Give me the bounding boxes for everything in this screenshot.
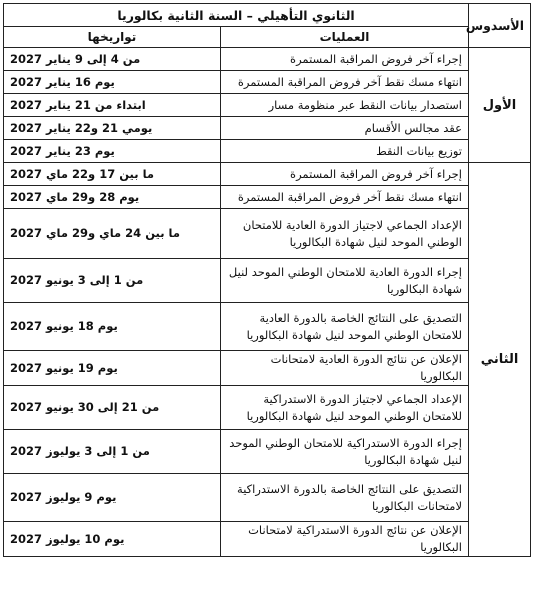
operations-header: العمليات <box>221 27 469 48</box>
date-cell: من 1 إلى 3 يونيو 2027 <box>10 273 144 287</box>
operation-cell: إجراء آخر فروض المراقبة المستمرة <box>221 163 469 186</box>
date-cell: يوم 23 يناير 2027 <box>10 143 115 158</box>
operation-cell: توزيع بيانات النقط <box>221 140 469 163</box>
operation-cell: انتهاء مسك نقط آخر فروض المراقبة المستمرة <box>221 71 469 94</box>
date-cell: ما بين 17 و22 ماي 2027 <box>10 166 155 181</box>
table-row <box>4 430 531 474</box>
dates-header: تواريخها <box>4 27 221 48</box>
semester-2-label: الثاني <box>469 163 531 557</box>
operation-cell: استصدار بيانات النقط عبر منظومة مسار <box>221 94 469 117</box>
operation-cell: الإعداد الجماعي لاجتياز الدورة الاستدراكية للامتحان الوطني الموحد لنيل شهادة البكالوريا <box>221 386 469 430</box>
date-cell: يوم 16 يناير 2027 <box>10 74 115 89</box>
table-row <box>4 48 531 71</box>
date-cell: من 21 إلى 30 يونيو 2027 <box>10 400 160 414</box>
table-row <box>4 386 531 430</box>
date-cell: ما بين 24 ماي و29 ماي 2027 <box>10 226 180 240</box>
operation-cell: انتهاء مسك نقط آخر فروض المراقبة المستمرة <box>221 186 469 209</box>
table-row <box>4 522 531 557</box>
semester-header: الأسدوس <box>469 4 531 48</box>
table-row <box>4 186 531 209</box>
operation-cell: إجراء الدورة الاستدراكية للامتحان الوطني الموحد لنيل شهادة البكالوريا <box>221 430 469 474</box>
operation-cell: الإعلان عن نتائج الدورة الاستدراكية لامتحانات البكالوريا <box>221 522 469 557</box>
date-cell: يوم 10 يوليوز 2027 <box>10 531 125 546</box>
semester-1-label: الأول <box>469 48 531 163</box>
table-title: الثانوي التأهيلي – السنة الثانية بكالوريا <box>4 4 469 27</box>
operation-cell: التصديق على النتائج الخاصة بالدورة الاستدراكية لامتحانات البكالوريا <box>221 474 469 522</box>
exam-calendar-table <box>3 3 531 557</box>
date-cell: ابتداء من 21 يناير 2027 <box>10 97 146 112</box>
date-cell: يوم 18 يونيو 2027 <box>10 319 118 333</box>
operation-cell: الإعداد الجماعي لاجتياز الدورة العادية للامتحان الوطني الموحد لنيل شهادة البكالوريا <box>221 209 469 259</box>
operation-cell: إجراء الدورة العادية للامتحان الوطني الموحد لنيل شهادة البكالوريا <box>221 259 469 303</box>
date-cell: يوم 9 يوليوز 2027 <box>10 490 117 504</box>
table-row <box>4 259 531 303</box>
table-row <box>4 117 531 140</box>
table-row <box>4 303 531 351</box>
date-cell: يوم 28 و29 ماي 2027 <box>10 189 140 204</box>
operation-cell: إجراء آخر فروض المراقبة المستمرة <box>221 48 469 71</box>
table-row <box>4 71 531 94</box>
title-row <box>4 4 531 27</box>
operation-cell: التصديق على النتائج الخاصة بالدورة العادية للامتحان الوطني الموحد لنيل شهادة البكالوريا <box>221 303 469 351</box>
date-cell: يوم 19 يونيو 2027 <box>10 360 118 375</box>
date-cell: من 1 إلى 3 يوليوز 2027 <box>10 444 150 458</box>
date-cell: من 4 إلى 9 يناير 2027 <box>10 51 141 66</box>
date-cell: يومي 21 و22 يناير 2027 <box>10 120 153 135</box>
table-row <box>4 474 531 522</box>
table-row <box>4 209 531 259</box>
operation-cell: عقد مجالس الأقسام <box>221 117 469 140</box>
column-header-row <box>4 27 531 48</box>
table-row <box>4 140 531 163</box>
operation-cell: الإعلان عن نتائج الدورة العادية لامتحانات البكالوريا <box>221 351 469 386</box>
table-row <box>4 351 531 386</box>
table-row <box>4 94 531 117</box>
table-row <box>4 163 531 186</box>
